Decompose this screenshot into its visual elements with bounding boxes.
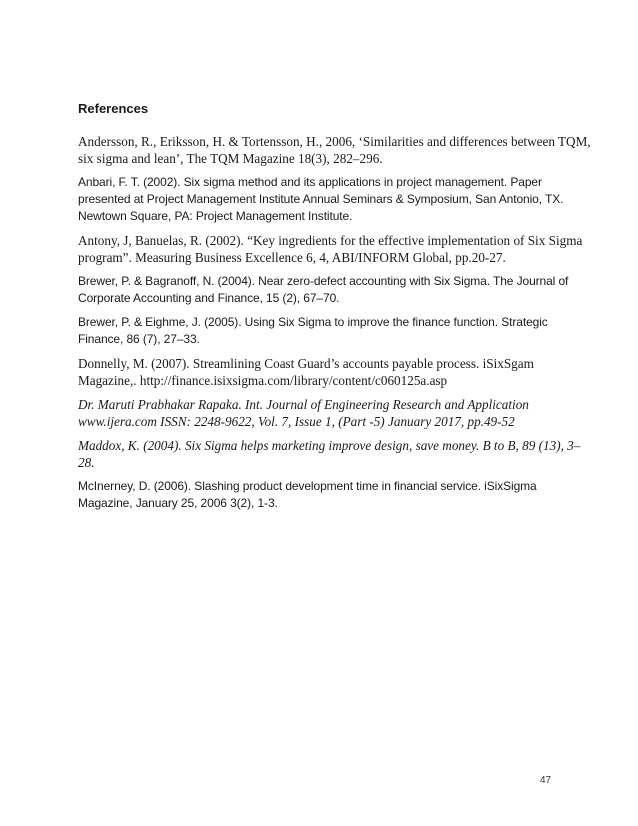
reference-line: Brewer, P. & Bagranoff, N. (2004). Near zero-defect accounting with Six Sigma. The Journal of — [78, 274, 569, 288]
reference-line: Antony, J, Banuelas, R. (2002). “Key ingredients for the effective implementation of Six Sigma — [78, 233, 583, 248]
reference-entry — [78, 273, 569, 307]
reference-entry — [78, 232, 583, 266]
reference-line: Anbari, F. T. (2002). Six sigma method and its applications in project management. Paper — [78, 175, 542, 189]
reference-list — [78, 133, 591, 519]
reference-line: www.ijera.com ISSN: 2248-9622, Vol. 7, Issue 1, (Part -5) January 2017, pp.49-52 — [78, 414, 515, 429]
reference-line: 28. — [78, 455, 95, 470]
reference-entry — [78, 355, 562, 389]
reference-entry — [78, 174, 562, 225]
reference-line: McInerney, D. (2006). Slashing product development time in financial service. iSixSigma — [78, 479, 537, 493]
reference-line: Newtown Square, PA: Project Management Institute. — [78, 209, 353, 223]
reference-entry — [78, 133, 591, 167]
reference-line: Corporate Accounting and Finance, 15 (2), 67–70. — [78, 291, 340, 305]
reference-line: program”. Measuring Business Excellence 6, 4, ABI/INFORM Global, pp.20-27. — [78, 250, 506, 265]
reference-entry — [78, 314, 562, 348]
reference-line: Finance, 86 (7), 27–33. — [78, 332, 200, 346]
reference-line: Magazine, January 25, 2006 3(2), 1-3. — [78, 496, 278, 510]
reference-entry — [78, 437, 581, 471]
reference-entry — [78, 478, 562, 512]
reference-entry — [78, 396, 562, 430]
reference-line: Dr. Maruti Prabhakar Rapaka. Int. Journal of Engineering Research and Application — [78, 397, 529, 412]
reference-line: Donnelly, M. (2007). Streamlining Coast Guard’s accounts payable process. iSixSgam — [78, 356, 534, 371]
reference-line: Andersson, R., Eriksson, H. & Tortensson, H., 2006, ‘Similarities and differences between TQM, — [78, 134, 591, 149]
reference-line: presented at Project Management Institute Annual Seminars & Symposium, San Antonio, TX. — [78, 192, 564, 206]
reference-line: Magazine,. http://finance.isixsigma.com/library/content/c060125a.asp — [78, 373, 448, 388]
reference-line: six sigma and lean’, The TQM Magazine 18(3), 282–296. — [78, 151, 383, 166]
references-heading: References — [78, 101, 149, 116]
page-number: 47 — [540, 775, 552, 786]
reference-line: Brewer, P. & Eighme, J. (2005). Using Six Sigma to improve the finance function. Strategic — [78, 315, 548, 329]
reference-line: Maddox, K. (2004). Six Sigma helps marketing improve design, save money. B to B, 89 (13), 3– — [78, 438, 581, 453]
